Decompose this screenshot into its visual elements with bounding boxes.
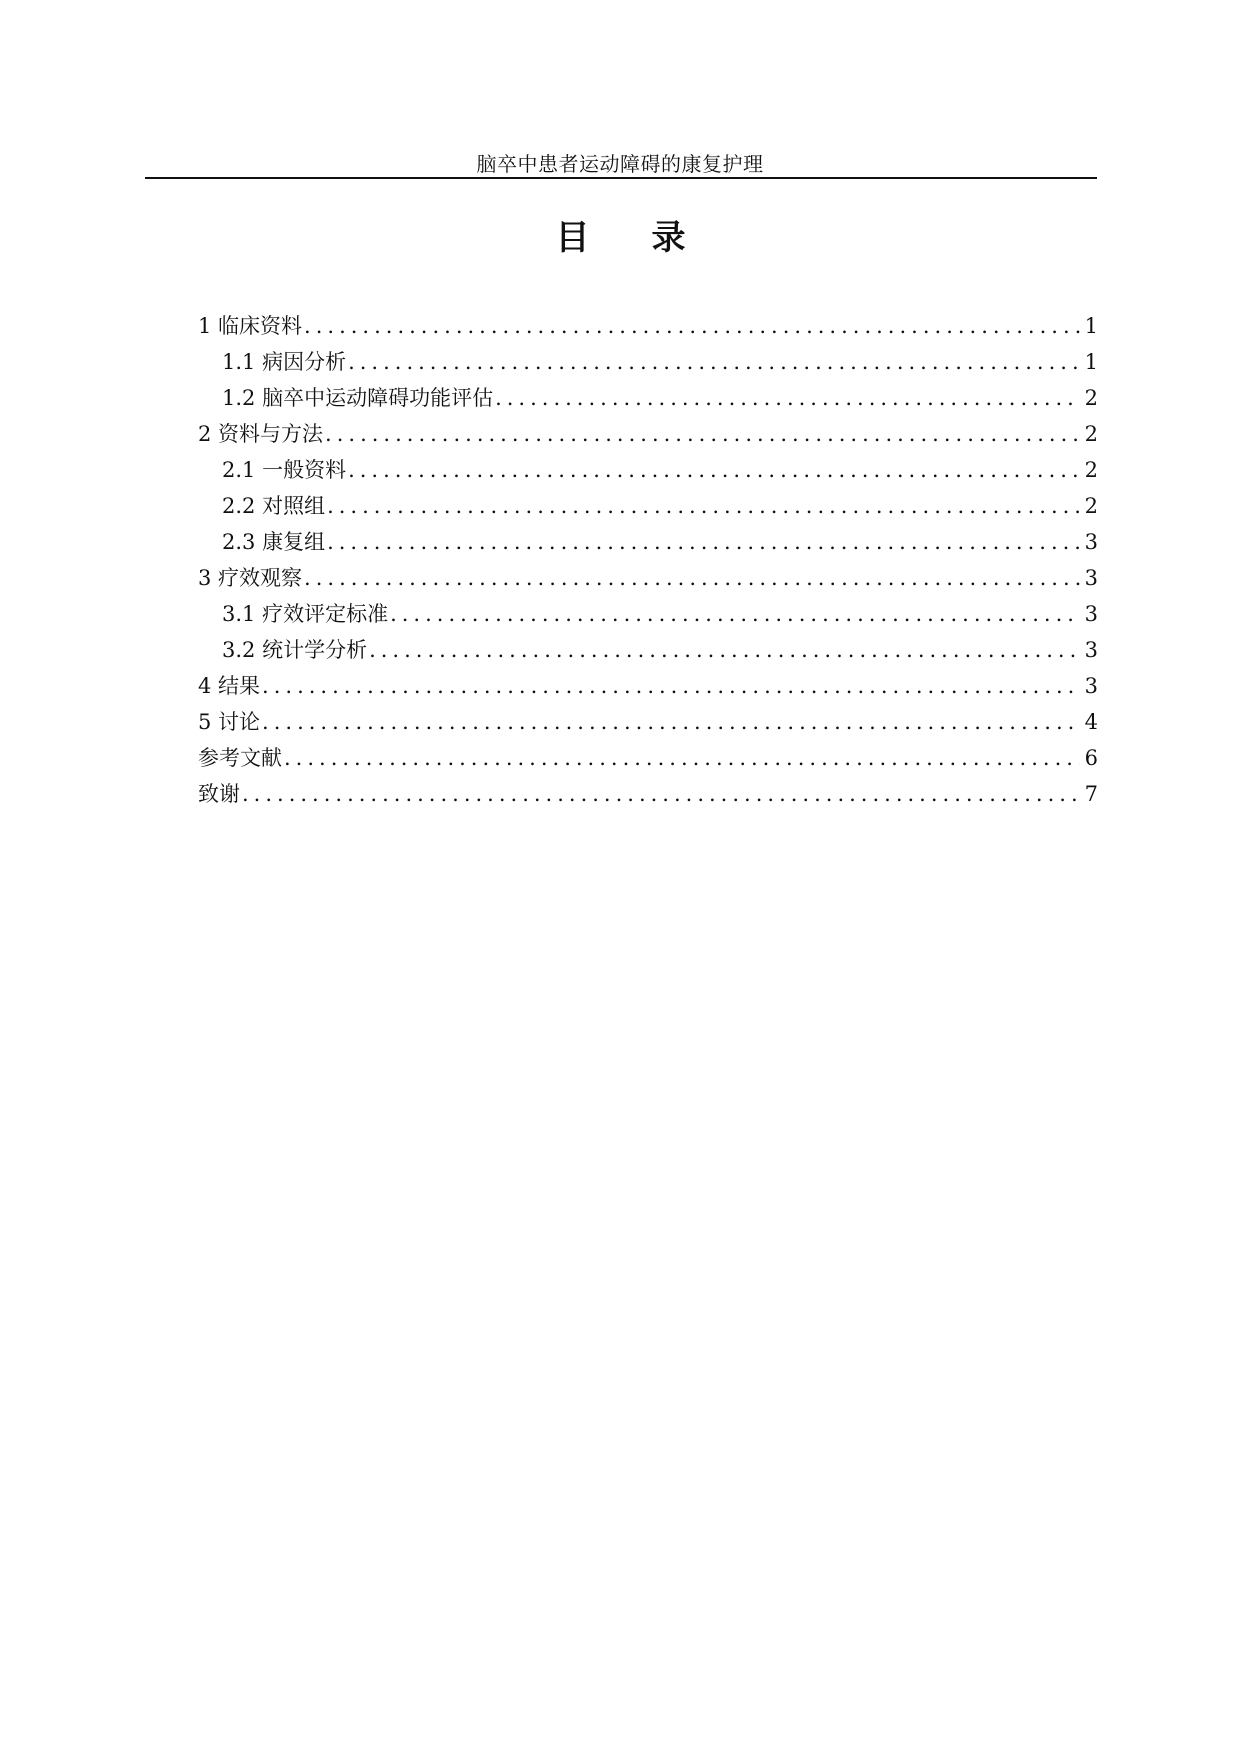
toc-entry[interactable] (222, 598, 1098, 630)
dot-leader (495, 382, 1080, 414)
toc-entry-label: 2.2 对照组 (222, 494, 326, 518)
toc-entry-label: 4 结果 (198, 674, 261, 698)
toc-entry-label: 参考文献 (198, 746, 282, 770)
toc-entry-label: 致谢 (198, 782, 240, 806)
toc-entry-page: 2 (1084, 422, 1098, 446)
dot-leader (348, 454, 1080, 486)
toc-entry[interactable] (198, 418, 1098, 450)
dot-leader (242, 778, 1080, 810)
toc-entry[interactable] (222, 454, 1098, 486)
toc-entry-label: 5 讨论 (198, 710, 261, 734)
toc-entry[interactable] (198, 742, 1098, 774)
toc-entry-page: 3 (1084, 638, 1098, 662)
toc-entry-page: 3 (1084, 530, 1098, 554)
toc-entry-page: 2 (1084, 494, 1098, 518)
toc-entry-page: 3 (1084, 674, 1098, 698)
dot-leader (369, 634, 1080, 666)
toc-entry-page: 3 (1084, 602, 1098, 626)
toc-entry-page: 2 (1084, 458, 1098, 482)
toc-entry-page: 3 (1084, 566, 1098, 590)
toc-entry[interactable] (222, 382, 1098, 414)
dot-leader (262, 706, 1080, 738)
toc-entry[interactable] (198, 706, 1098, 738)
toc-entry-page: 4 (1084, 710, 1098, 734)
dot-leader (304, 562, 1080, 594)
toc-entry-page: 1 (1084, 314, 1098, 338)
toc-entry-label: 3.2 统计学分析 (222, 638, 368, 662)
toc-title: 目录 (555, 218, 748, 258)
dot-leader (325, 418, 1080, 450)
toc-entry-page: 6 (1084, 746, 1098, 770)
toc-entry-label: 3.1 疗效评定标准 (222, 602, 389, 626)
dot-leader (390, 598, 1080, 630)
toc-entry[interactable] (198, 778, 1098, 810)
dot-leader (262, 670, 1080, 702)
dot-leader (304, 310, 1080, 342)
toc-entry[interactable] (222, 490, 1098, 522)
toc-entry-label: 1 临床资料 (198, 314, 303, 338)
toc-entry-label: 2 资料与方法 (198, 422, 324, 446)
header-rule (145, 177, 1097, 179)
toc-entry-label: 3 疗效观察 (198, 566, 303, 590)
dot-leader (284, 742, 1080, 774)
toc-entry[interactable] (198, 670, 1098, 702)
dot-leader (327, 526, 1080, 558)
toc-entry-page: 7 (1084, 782, 1098, 806)
toc-entry[interactable] (222, 346, 1098, 378)
toc-entry-page: 2 (1084, 386, 1098, 410)
toc-entry[interactable] (222, 634, 1098, 666)
toc-entry[interactable] (198, 310, 1098, 342)
running-header: 脑卒中患者运动障碍的康复护理 (476, 152, 764, 176)
toc-entry-label: 1.2 脑卒中运动障碍功能评估 (222, 386, 494, 410)
toc-entry[interactable] (198, 562, 1098, 594)
dot-leader (327, 490, 1080, 522)
toc-entry-label: 2.3 康复组 (222, 530, 326, 554)
toc-entry[interactable] (222, 526, 1098, 558)
toc-entry-label: 1.1 病因分析 (222, 350, 347, 374)
toc-entry-label: 2.1 一般资料 (222, 458, 347, 482)
dot-leader (348, 346, 1080, 378)
toc-entry-page: 1 (1084, 350, 1098, 374)
